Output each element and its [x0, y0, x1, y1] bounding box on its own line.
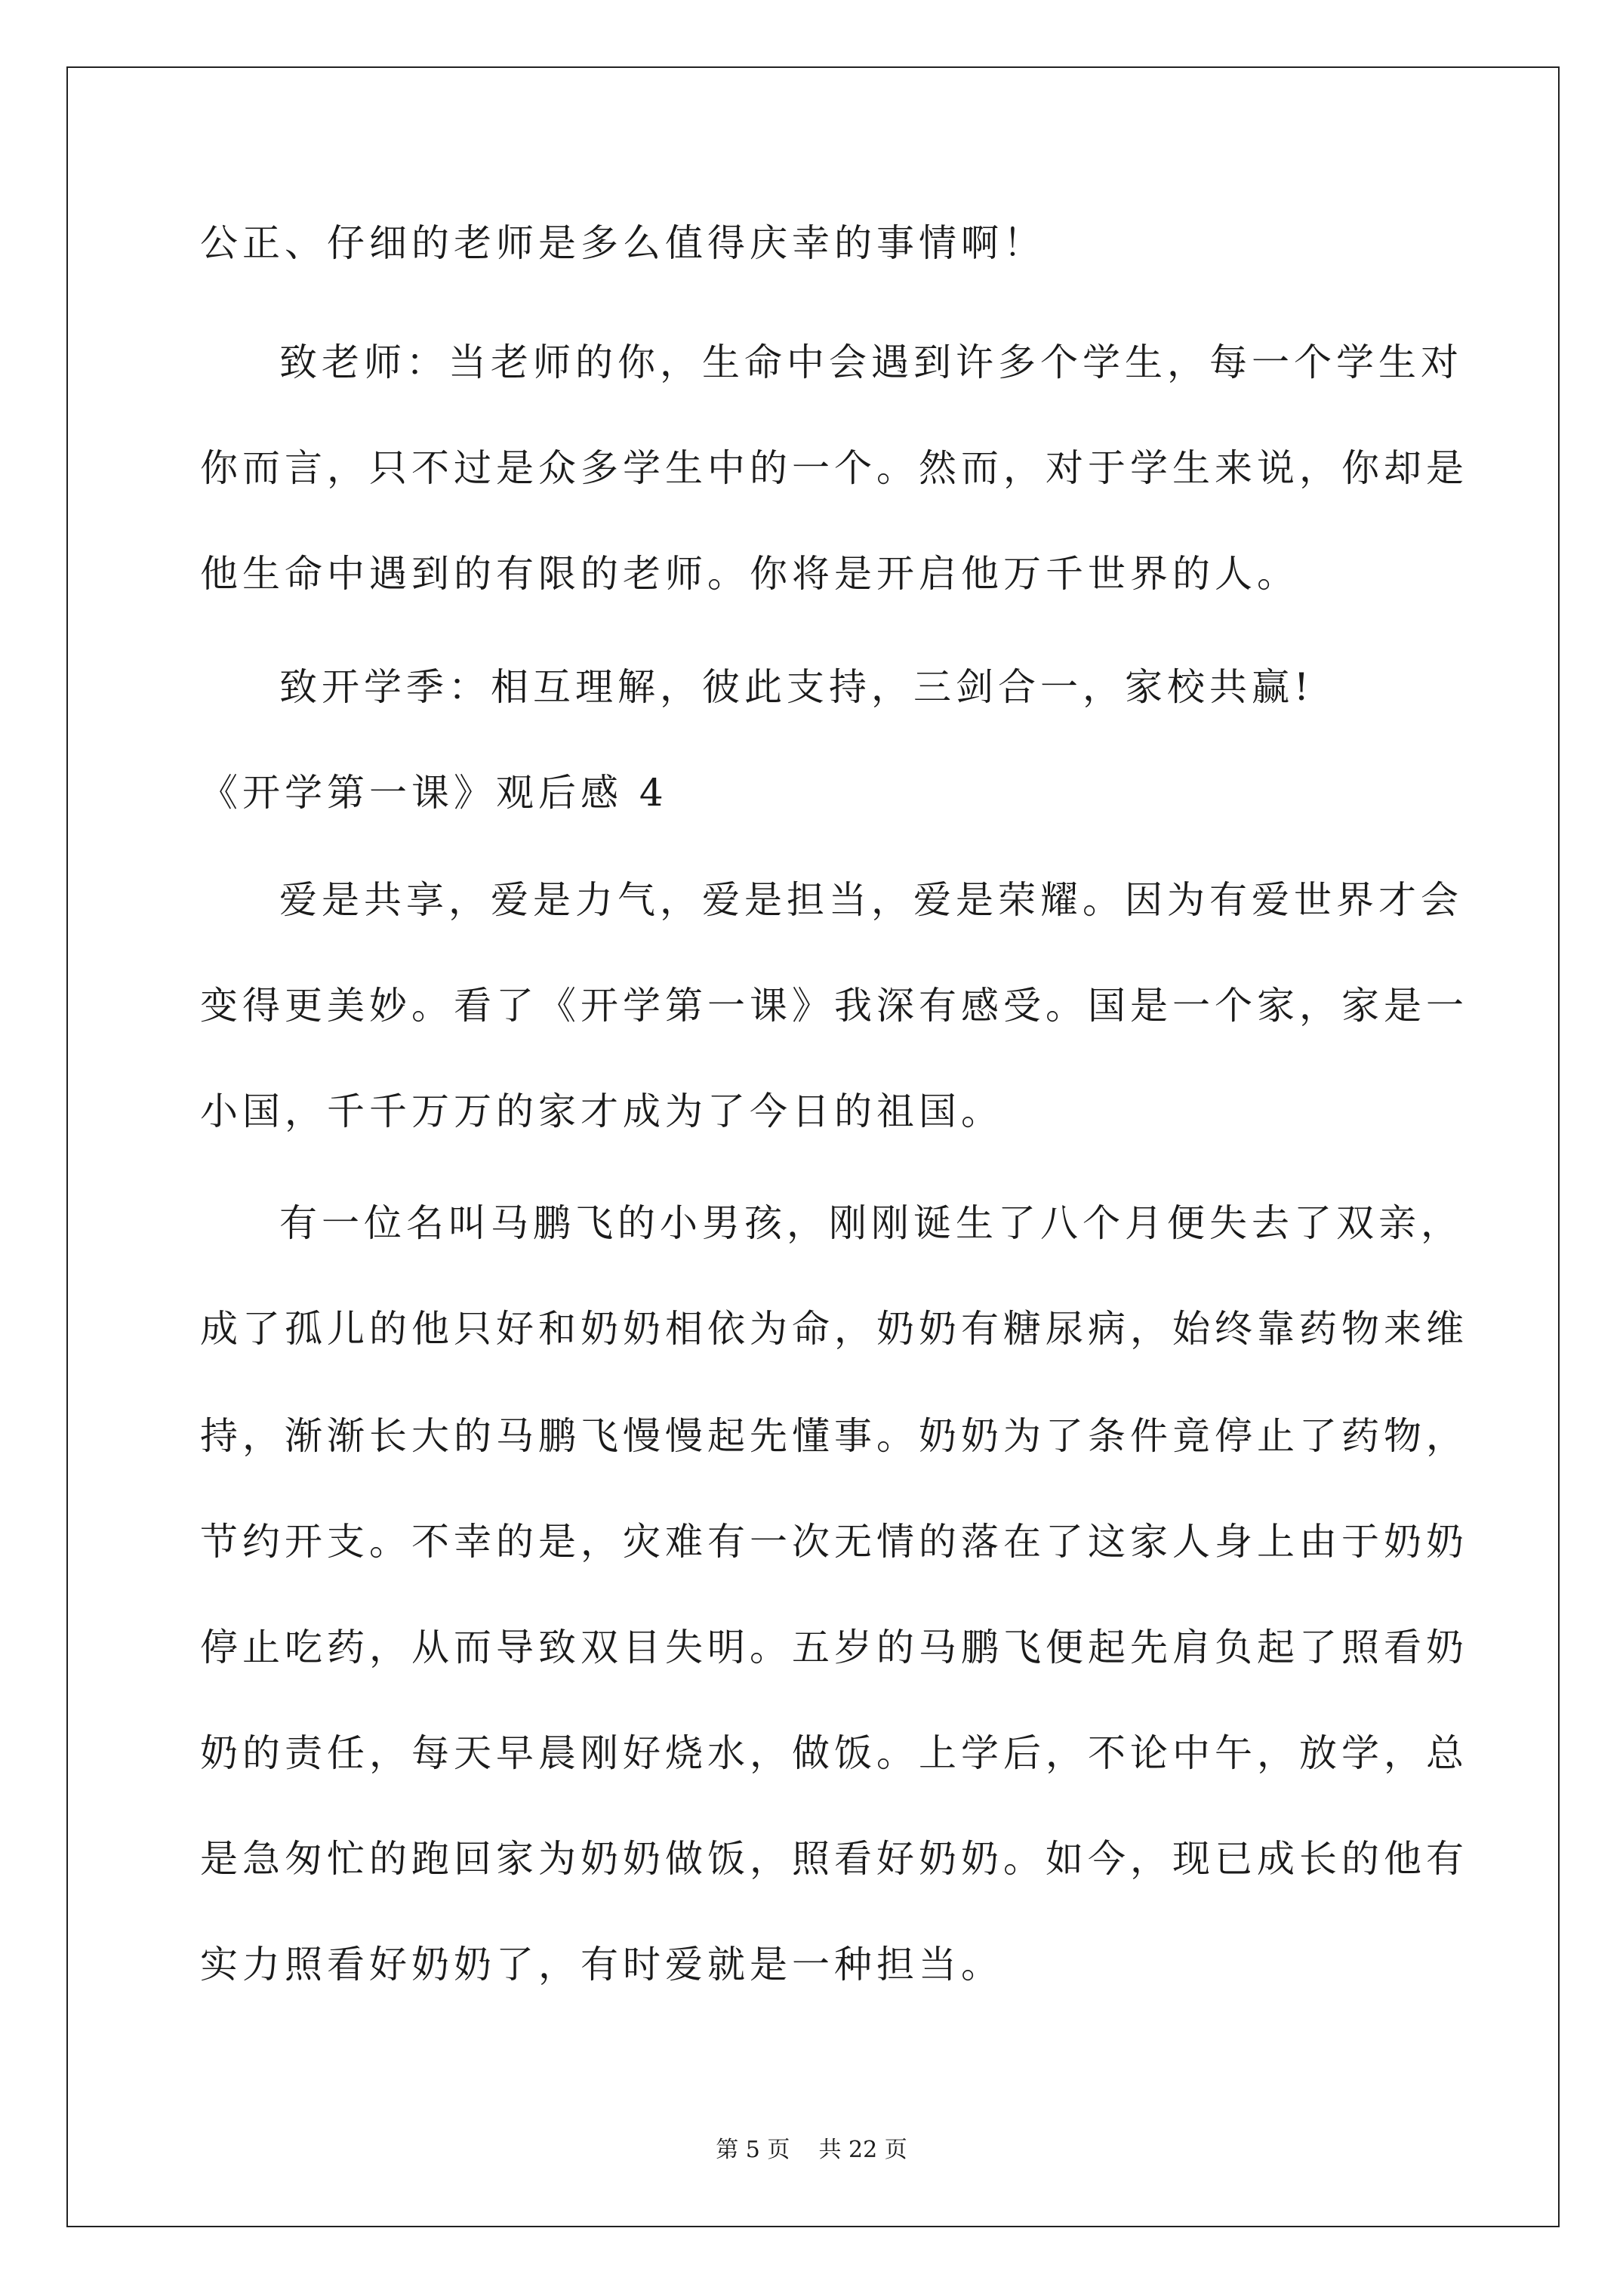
body-line: 公正、仔细的老师是多么值得庆幸的事情啊！ [200, 221, 1046, 265]
paragraph-line: 有一位名叫马鹏飞的小男孩，刚刚诞生了八个月便失去了双亲， [279, 1201, 1463, 1245]
body-line: 成了孤儿的他只好和奶奶相依为命，奶奶有糖尿病，始终靠药物来维 [200, 1307, 1468, 1351]
body-line: 变得更美妙。看了《开学第一课》我深有感受。国是一个家，家是一 [200, 984, 1468, 1028]
body-line: 小国，千千万万的家才成为了今日的祖国。 [200, 1089, 1003, 1133]
body-line: 持，渐渐长大的马鹏飞慢慢起先懂事。奶奶为了条件竟停止了药物， [200, 1414, 1468, 1458]
page-footer: 第 5 页 共 22 页 [716, 2137, 907, 2163]
paragraph-line: 致老师：当老师的你，生命中会遇到许多个学生，每一个学生对 [279, 341, 1463, 384]
body-line: 停止吃药，从而导致双目失明。五岁的马鹏飞便起先肩负起了照看奶 [200, 1626, 1468, 1669]
paragraph-line: 致开学季：相互理解，彼此支持，三剑合一，家校共赢! [279, 665, 1314, 709]
page-border [66, 66, 1560, 2227]
body-line: 他生命中遇到的有限的老师。你将是开启他万千世界的人。 [200, 552, 1299, 596]
body-line: 实力照看好奶奶了，有时爱就是一种担当。 [200, 1943, 1003, 1986]
body-line: 你而言，只不过是众多学生中的一个。然而，对于学生来说，你却是 [200, 446, 1468, 490]
section-heading: 《开学第一课》观后感 4 [200, 771, 668, 815]
body-line: 奶的责任，每天早晨刚好烧水，做饭。上学后，不论中午，放学，总 [200, 1731, 1468, 1775]
paragraph-line: 爱是共享，爱是力气，爱是担当，爱是荣耀。因为有爱世界才会 [279, 878, 1463, 922]
body-line: 是急匆忙的跑回家为奶奶做饭，照看好奶奶。如今，现已成长的他有 [200, 1837, 1468, 1881]
body-line: 节约开支。不幸的是，灾难有一次无情的落在了这家人身上由于奶奶 [200, 1520, 1468, 1564]
